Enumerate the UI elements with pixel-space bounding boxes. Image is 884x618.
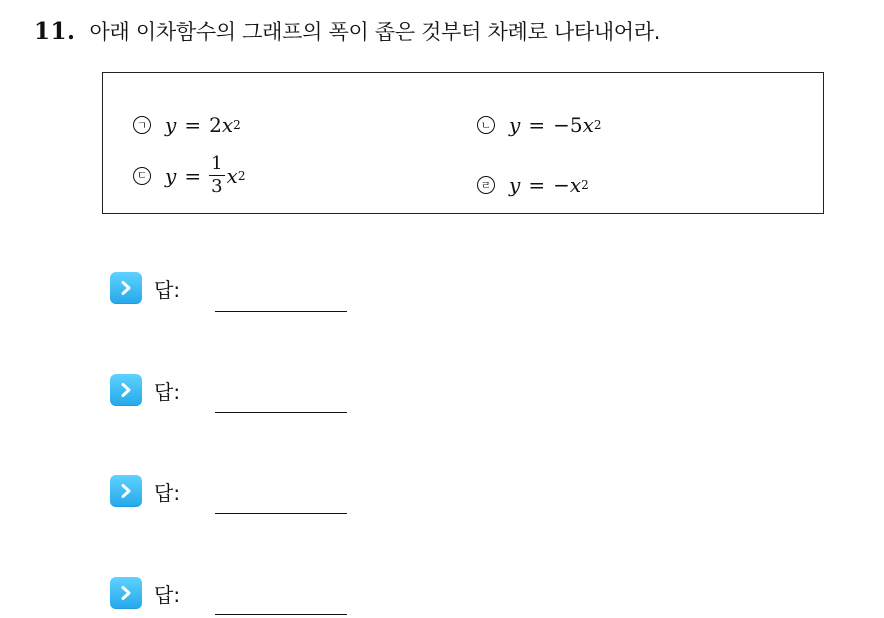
choice-lhs: y — [165, 163, 177, 188]
answer-label: 답: — [154, 277, 181, 302]
answer-label: 답: — [154, 379, 181, 404]
choice-eq: = — [528, 173, 546, 197]
fraction — [209, 155, 224, 196]
choice-2: ㄴ y = −5 x 2 — [477, 113, 601, 137]
choice-lhs: y — [509, 173, 521, 197]
choice-var: x — [569, 173, 582, 197]
answer-blank-4[interactable] — [215, 614, 347, 615]
question-header — [34, 14, 660, 48]
choice-marker-circle: ㄱ — [133, 116, 151, 134]
question-number: 11. — [34, 17, 76, 45]
choice-coef: −5 — [553, 113, 583, 137]
choice-1: ㄱ y = 2 x 2 — [133, 113, 241, 137]
fraction-numerator: 1 — [211, 153, 223, 174]
choice-box — [102, 72, 824, 214]
answer-label: 답: — [154, 582, 181, 607]
answer-blank-2[interactable] — [215, 412, 347, 413]
choice-var: x — [226, 163, 238, 188]
choice-coef: 2 — [209, 113, 222, 137]
fraction-denominator: 3 — [211, 176, 223, 197]
answer-label: 답: — [154, 480, 181, 505]
answer-row-4 — [110, 573, 180, 613]
choice-marker-circle: ㄹ — [477, 176, 495, 194]
choice-lhs: y — [509, 113, 521, 137]
answer-blank-1[interactable] — [215, 311, 347, 312]
answer-row-3 — [110, 471, 180, 511]
choice-marker-circle: ㄴ — [477, 116, 495, 134]
choice-3: ㄷ y = $\frac{1}{3}$ x 2 — [133, 155, 245, 196]
question-text: 아래 이차함수의 그래프의 폭이 좁은 것부터 차례로 나타내어라. — [89, 20, 661, 44]
choice-var: x — [221, 113, 234, 137]
chevron-right-icon — [110, 475, 142, 507]
answer-blank-3[interactable] — [215, 513, 347, 514]
choice-lhs: y — [165, 113, 177, 137]
choice-var: x — [582, 113, 594, 137]
chevron-right-icon — [110, 272, 142, 304]
chevron-right-icon — [110, 577, 142, 609]
choice-4: ㄹ y = − x 2 — [477, 173, 589, 197]
answer-row-2 — [110, 370, 180, 410]
choice-coef: − — [553, 173, 570, 197]
choice-eq: = — [528, 113, 546, 137]
choice-eq: = — [184, 113, 202, 137]
chevron-right-icon — [110, 374, 142, 406]
choice-eq: = — [184, 163, 202, 188]
choice-marker-circle: ㄷ — [133, 167, 151, 185]
answer-row-1 — [110, 268, 180, 308]
